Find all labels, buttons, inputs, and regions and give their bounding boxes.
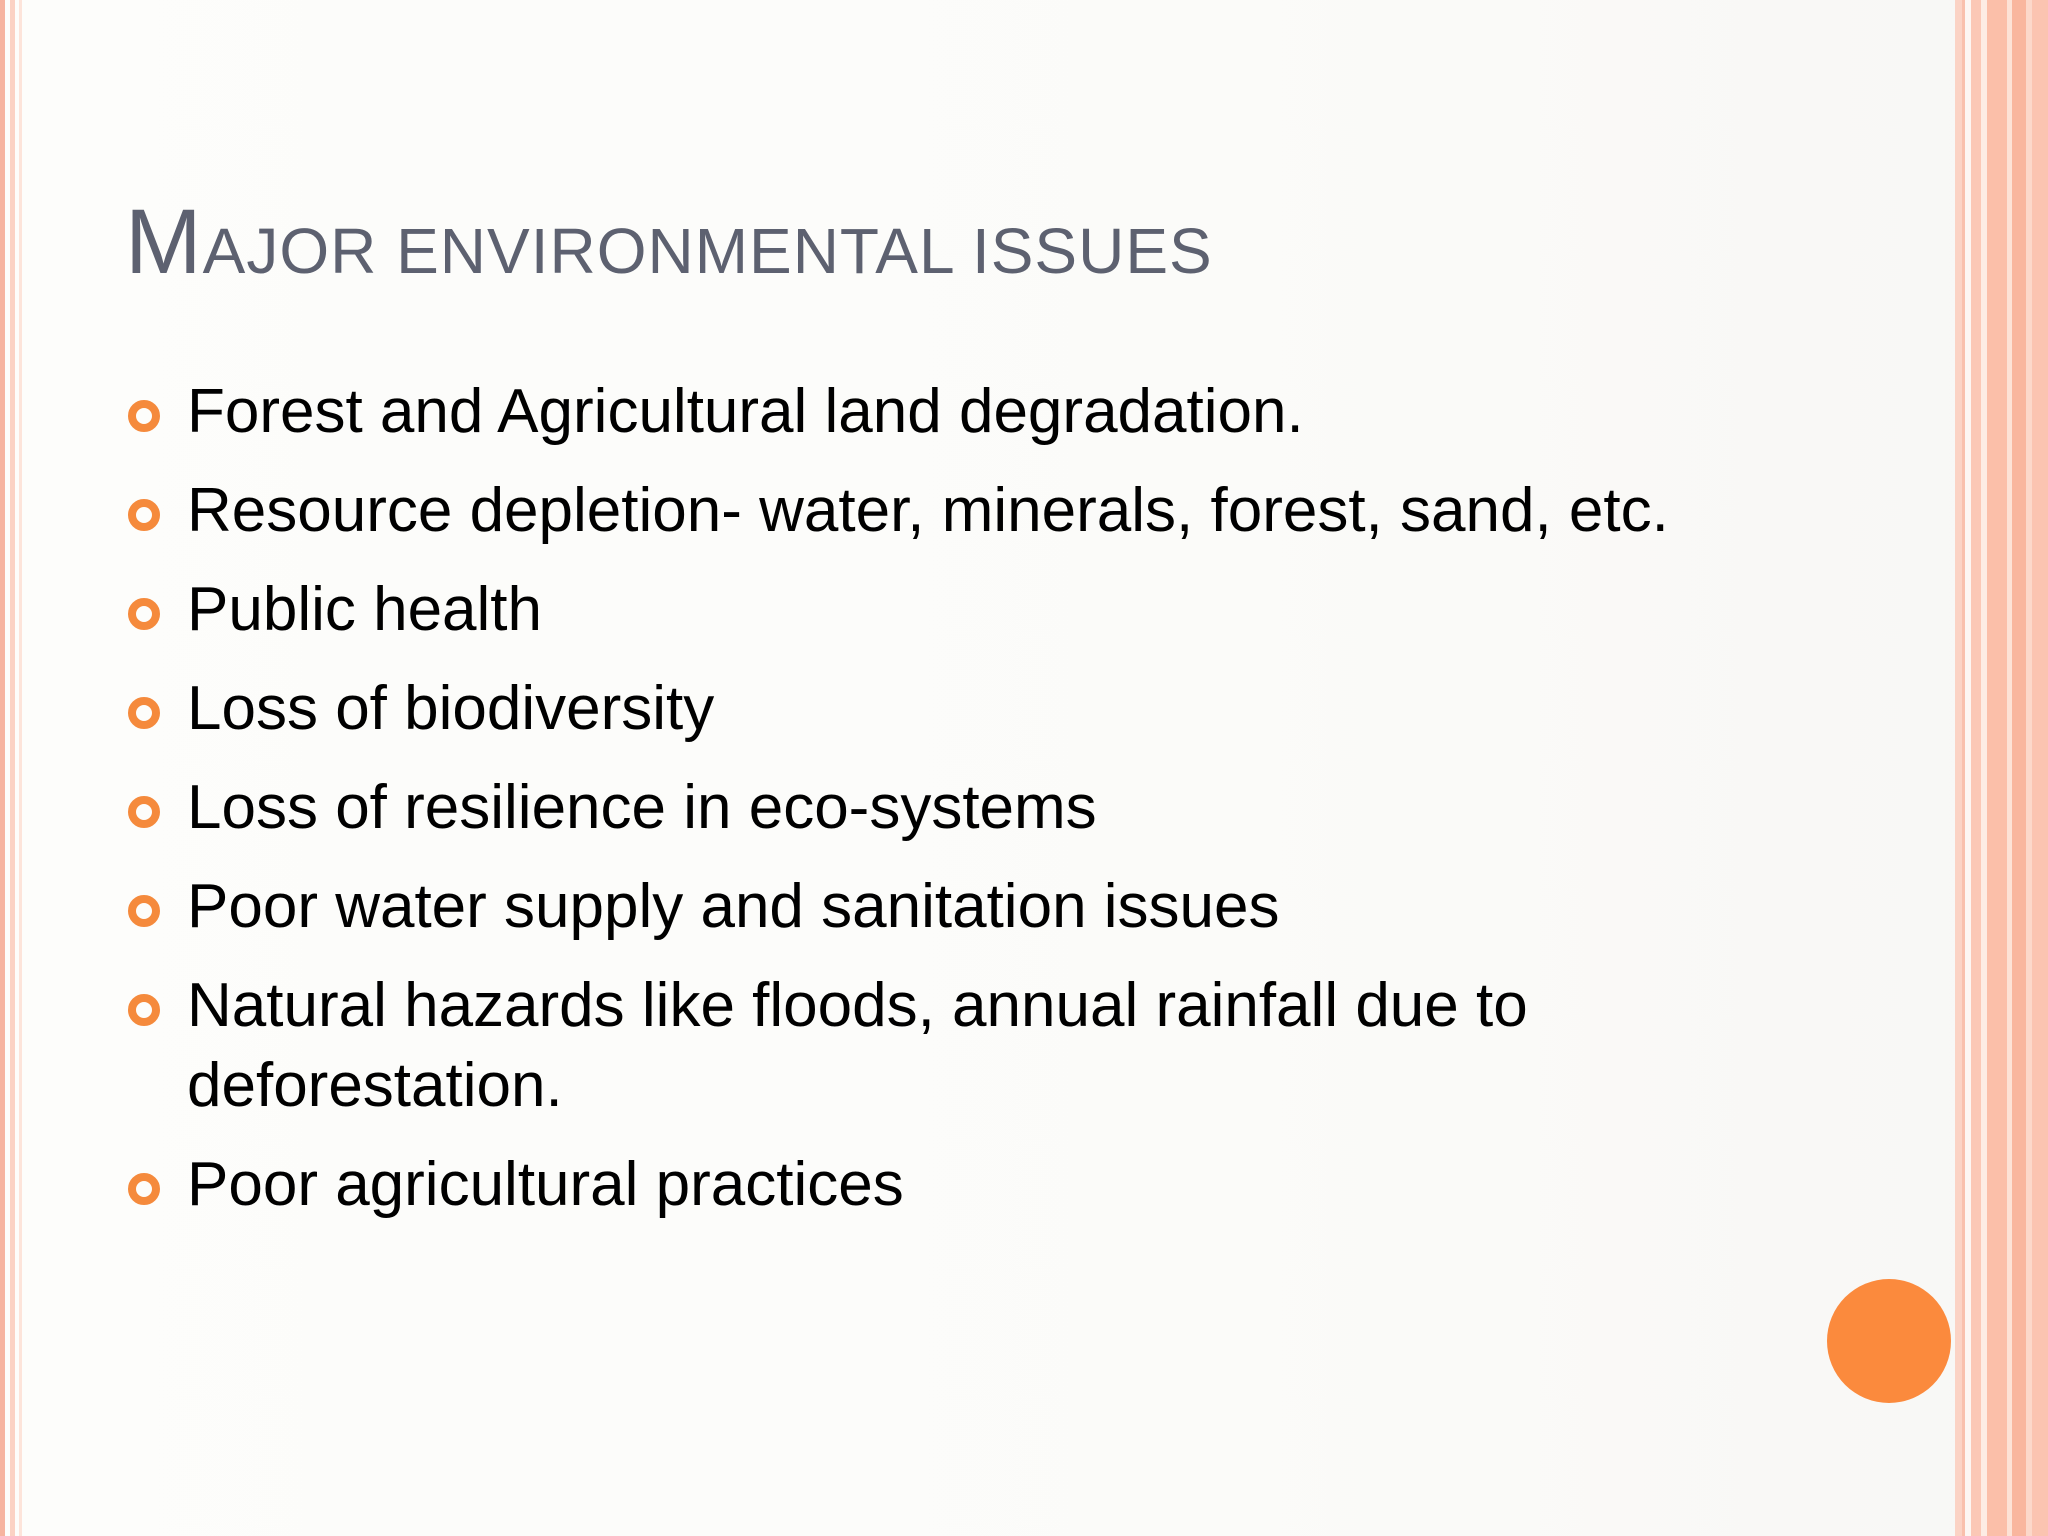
- list-item: [125, 867, 1725, 947]
- list-item-text: Natural hazards like floods, annual rainfall due to deforestation.: [187, 971, 1528, 1120]
- list-item-text: Poor agricultural practices: [187, 1150, 904, 1219]
- list-item-text: Loss of biodiversity: [187, 674, 715, 743]
- bullet-ring-icon: [128, 1173, 160, 1205]
- bullet-ring-icon: [128, 895, 160, 927]
- bullet-ring-icon: [128, 994, 160, 1026]
- list-item-text: Loss of resilience in eco-systems: [187, 773, 1097, 842]
- list-item-text: Poor water supply and sanitation issues: [187, 872, 1280, 941]
- list-item: [125, 669, 1725, 749]
- list-item: [125, 570, 1725, 650]
- left-border-line: [19, 0, 22, 1536]
- list-item-text: Resource depletion- water, minerals, forest, sand, etc.: [187, 476, 1669, 545]
- bullet-list: [125, 372, 1725, 1244]
- title-initial: M: [125, 191, 203, 293]
- bullet-ring-icon: [128, 697, 160, 729]
- bullet-ring-icon: [128, 598, 160, 630]
- list-item: [125, 966, 1725, 1126]
- list-item: [125, 471, 1725, 551]
- bullet-ring-icon: [128, 499, 160, 531]
- list-item: [125, 1145, 1725, 1225]
- slide-title: [125, 191, 1213, 293]
- bullet-ring-icon: [128, 400, 160, 432]
- right-decorative-stripes: [1955, 0, 2048, 1536]
- bullet-ring-icon: [128, 796, 160, 828]
- list-item-text: Forest and Agricultural land degradation.: [187, 377, 1304, 446]
- list-item: [125, 768, 1725, 848]
- list-item: [125, 372, 1725, 452]
- list-item-text: Public health: [187, 575, 543, 644]
- left-border-line: [0, 0, 5, 1536]
- title-rest: AJOR ENVIRONMENTAL ISSUES: [202, 215, 1213, 287]
- decorative-circle: [1827, 1279, 1951, 1403]
- left-border-line: [10, 0, 15, 1536]
